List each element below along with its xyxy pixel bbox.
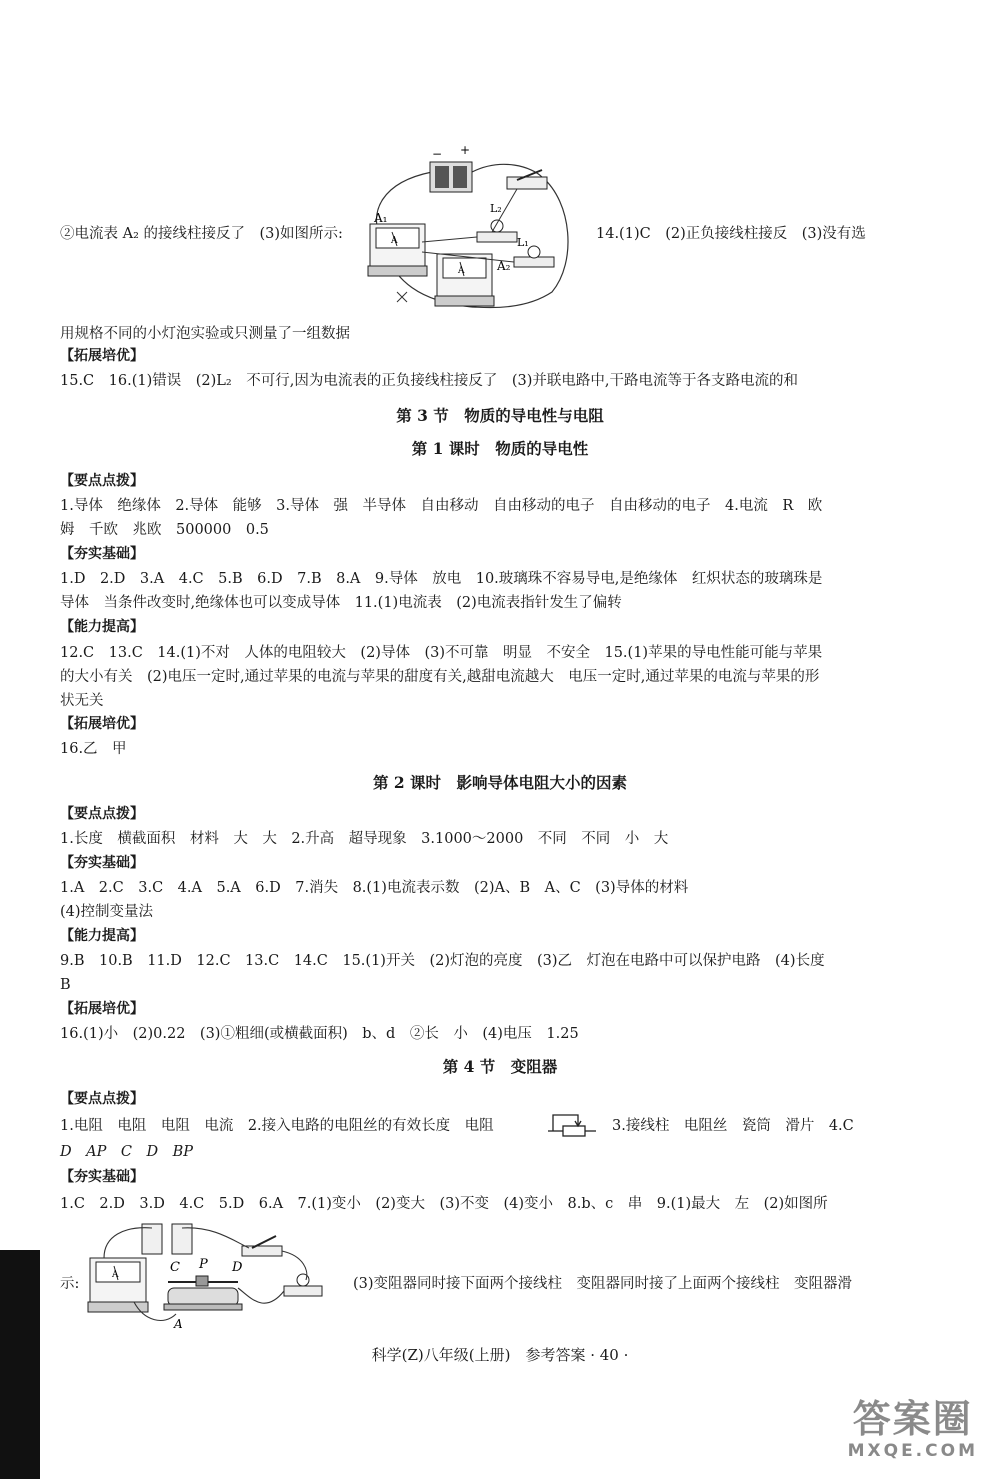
section-3-title: 第 3 节 物质的导电性与电阻 [396,406,604,425]
answer-line: D AP C D BP [60,1144,193,1160]
tag-basics: 【夯实基础】 [60,1169,144,1185]
q15-16-answer: 15.C 16.(1)错误 (2)L₂ 不可行,因为电流表的正负接线柱接反了 (3)并联电路中,干路电流等于各支路电流的和 [60,373,798,389]
tag-key-points: 【要点点拨】 [60,1091,144,1107]
battery-plus-label: + [460,143,471,157]
answer-line: 1.电阻 电阻 电阻 电流 2.接入电路的电阻丝的有效长度 电阻 [60,1118,494,1134]
watermark-logo-text: 答案圈 [852,1397,973,1441]
lesson-1-title: 第 1 课时 物质的导电性 [411,439,589,458]
tag-key-points: 【要点点拨】 [60,806,144,822]
watermark [848,1397,978,1461]
answer-line: (3)变阻器同时接下面两个接线柱 变阻器同时接了上面两个接线柱 变阻器滑 [353,1276,853,1292]
ammeter-a1-label: A₁ [374,211,388,225]
page-footer: 科学(Z)八年级(上册) 参考答案 · 40 · [371,1346,629,1364]
top-cont: 用规格不同的小灯泡实验或只测量了一组数据 [60,326,350,342]
lamp-l1-label: L₁ [517,236,529,249]
answer-line: 1.导体 绝缘体 2.导体 能够 3.导体 强 半导体 自由移动 自由移动的电子 自由移动的电子 4.电流 R 欧 [60,498,823,514]
answer-line: 16.(1)小 (2)0.22 (3)①粗细(或横截面积) b、d ②长 小 (4)电压 1.25 [60,1026,579,1042]
ammeter-face: A [112,1270,119,1280]
tag-ability: 【能力提高】 [60,928,144,944]
tag-basics: 【夯实基础】 [60,855,144,871]
battery-minus-label: − [432,147,443,161]
watermark-url: MXQE.COM [847,1441,978,1461]
tag-extend: 【拓展培优】 [60,716,144,732]
section-4-title: 第 4 节 变阻器 [442,1057,558,1076]
ammeter-a2-label: A₂ [497,259,511,273]
lesson-2-title: 第 2 课时 影响导体电阻大小的因素 [372,773,628,792]
slider-p-label: P [199,1257,208,1272]
answer-line: 1.C 2.D 3.D 4.C 5.D 6.A 7.(1)变小 (2)变大 (3)不变 (4)变小 8.b、c 串 9.(1)最大 左 (2)如图所 [60,1196,828,1212]
tag-basics: 【夯实基础】 [60,546,144,562]
q14-answer: 14.(1)C (2)正负接线柱接反 (3)没有选 [596,226,866,242]
rheostat-circuit-figure [84,1216,330,1338]
top-left-answer: ②电流表 A₂ 的接线柱接反了 (3)如图所示: [60,226,343,242]
terminal-d-label: D [232,1260,243,1275]
answer-line: (4)控制变量法 [60,904,154,920]
answer-line: 状无关 [60,693,104,709]
answer-line: 姆 千欧 兆欧 500000 0.5 [60,522,269,538]
tag-key-points: 【要点点拨】 [60,473,144,489]
answer-line: 1.A 2.C 3.C 4.A 5.A 6.D 7.消失 8.(1)电流表示数 (2)A、B A、C (3)导体的材料 [60,880,689,896]
ammeter-a2-face: A [458,266,465,276]
answer-line: 示: [60,1276,80,1292]
ammeter-a1-face: A [391,236,398,246]
answer-line: 3.接线柱 电阻丝 瓷筒 滑片 4.C [612,1118,854,1134]
answer-line: 16.乙 甲 [60,741,127,757]
answer-line: 12.C 13.C 14.(1)不对 人体的电阻较大 (2)导体 (3)不可靠 明显 不安全 15.(1)苹果的导电性能可能与苹果 [60,645,823,661]
answer-line: 1.D 2.D 3.A 4.C 5.B 6.D 7.B 8.A 9.导体 放电 10.玻璃珠不容易导电,是绝缘体 红炽状态的玻璃珠是 [60,571,823,587]
edge-shadow [0,1250,40,1479]
lamp-l2-label: L₂ [490,202,502,215]
terminal-a-label: A [174,1317,183,1331]
terminal-c-label: C [170,1260,180,1275]
rheostat-symbol-icon [548,1111,598,1141]
answer-line: 导体 当条件改变时,绝缘体也可以变成导体 11.(1)电流表 (2)电流表指针发生了偏转 [60,595,622,611]
answer-line: 的大小有关 (2)电压一定时,通过苹果的电流与苹果的甜度有关,越甜电流越大 电压一定时,通过苹果的电流与苹果的形 [60,669,820,685]
parallel-circuit-figure [362,142,592,310]
tag-extend: 【拓展培优】 [60,348,144,364]
tag-extend: 【拓展培优】 [60,1001,144,1017]
answer-line: 1.长度 横截面积 材料 大 大 2.升高 超导现象 3.1000～2000 不同 不同 小 大 [60,831,669,847]
answer-line: B [60,977,71,993]
tag-ability: 【能力提高】 [60,619,144,635]
answer-line: 9.B 10.B 11.D 12.C 13.C 14.C 15.(1)开关 (2)灯泡的亮度 (3)乙 灯泡在电路中可以保护电路 (4)长度 [60,953,825,969]
